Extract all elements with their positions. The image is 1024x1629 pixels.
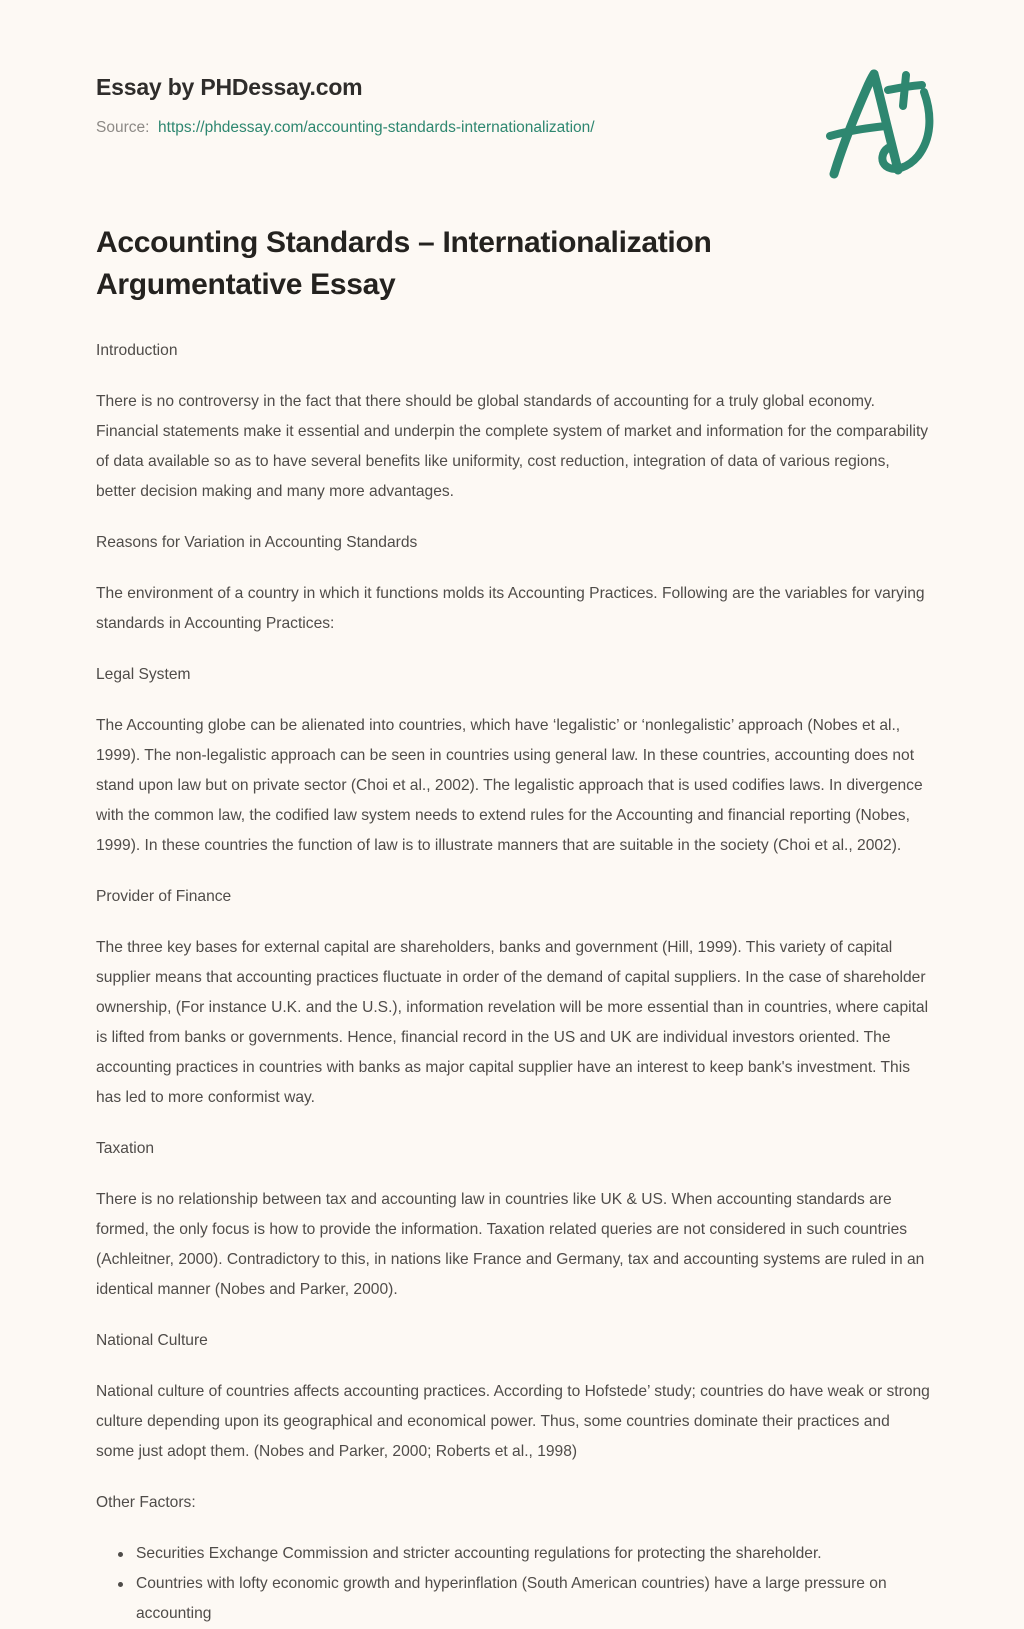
body-paragraph: The Accounting globe can be alienated into countries, which have ‘legalistic’ or ‘nonlegalistic’ approach (Nobes et al., 1999). The non-legalistic approach can be seen in countries using general law. In these countries, accounting does not stand upon law but on private sector (Choi et al., 2002). The legalistic approach that is used codifies laws. In divergence with the common law, the codified law system needs to extend rules for the Accounting and financial reporting (Nobes, 1999). In these countries the function of law is to illustrate manners that are suitable in the society (Choi et al., 2002). bbox=[96, 717, 923, 854]
body-paragraph: There is no controversy in the fact that there should be global standards of accounting for a truly global economy. Financial statements make it essential and underpin the complete system of market and information for the comparability of data available so as to have several benefits like uniformity, cost reduction, integration of data of various regions, better decision making and many more advantages. bbox=[96, 393, 929, 500]
body-paragraph: National culture of countries affects accounting practices. According to Hofstede’ study; countries do have weak or strong culture depending upon its geographical and economical power. Thus, some countries dominate their practices and some just adopt them. (Nobes and Parker, 2000; Roberts et al., 1998) bbox=[96, 1383, 930, 1460]
section-heading: Introduction bbox=[96, 342, 178, 359]
section-heading: Legal System bbox=[96, 666, 191, 683]
content-blocks bbox=[96, 336, 930, 1518]
list-item: Securities Exchange Commission and stricter accounting regulations for protecting the shareholder. bbox=[124, 1539, 930, 1569]
body-paragraph: The environment of a country in which it functions molds its Accounting Practices. Following are the variables for varying standards in Accounting Practices: bbox=[96, 585, 925, 632]
essay-content bbox=[96, 222, 930, 1629]
section-heading: Provider of Finance bbox=[96, 888, 232, 905]
section-heading: Taxation bbox=[96, 1140, 155, 1157]
page-title: Accounting Standards – Internationalization Argumentative Essay bbox=[96, 226, 712, 301]
section-heading: Reasons for Variation in Accounting Standards bbox=[96, 534, 418, 551]
body-paragraph: There is no relationship between tax and accounting law in countries like UK & US. When accounting standards are formed, the only focus is how to provide the information. Taxation related queries are not considered in such countries (Achleitner, 2000). Contradictory to this, in nations like France and Germany, tax and accounting systems are ruled in an identical manner (Nobes and Parker, 2000). bbox=[96, 1191, 925, 1298]
body-paragraph: The three key bases for external capital are shareholders, banks and government (Hill, 1999). This variety of capital supplier means that accounting practices fluctuate in order of the demand of capital suppliers. In the case of shareholder ownership, (For instance U.K. and the U.S.), information revelation will be more essential than in countries, where capital is lifted from banks or governments. Hence, financial record in the US and UK are individual investors oriented. The accounting practices in countries with banks as major capital supplier have an interest to keep bank's investment. This has led to more conformist way. bbox=[96, 939, 929, 1106]
section-heading: Other Factors: bbox=[96, 1494, 196, 1511]
source-url-link[interactable]: https://phdessay.com/accounting-standards-internationalization/ bbox=[158, 119, 595, 136]
brand-byline: Essay by PHDessay.com bbox=[96, 74, 363, 100]
page-header bbox=[0, 0, 1024, 200]
a-plus-logo-icon bbox=[814, 62, 944, 184]
section-heading: National Culture bbox=[96, 1332, 208, 1349]
source-label: Source: bbox=[96, 119, 150, 136]
list-item: Countries with lofty economic growth and hyperinflation (South American countries) have a large pressure on accounting bbox=[124, 1569, 930, 1629]
phdessay-logo[interactable] bbox=[814, 62, 944, 184]
other-factors-list bbox=[96, 1539, 930, 1629]
source-line bbox=[96, 119, 595, 137]
